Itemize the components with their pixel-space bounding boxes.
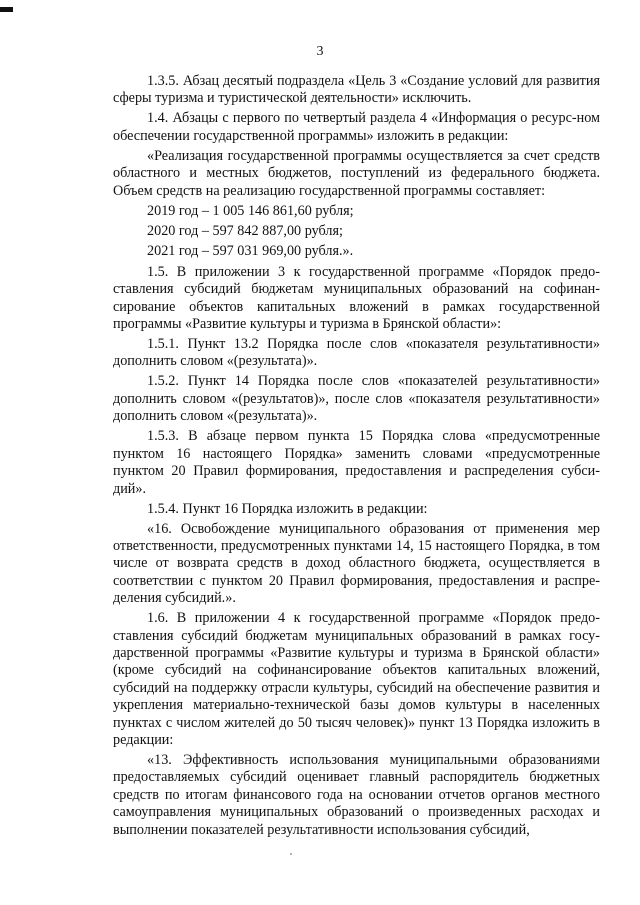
paragraph-1-6: 1.6. В приложении 4 к государственной программе «Порядок предо-ставления субсидий бюджетам муниципальных образований в рамках госу-дарственной программы «Развитие культуры и туризма в Брянской области» (кроме субсидий на софинансирование объектов капитальных вложений, субсидий на поддержку отрасли культуры, субсидий на обеспечение развития и укрепления материально-технической базы домов культуры в населенных пунктах с числом жителей до 50 тысяч человек)» пункт 13 Порядка изложить в редакции: — [113, 610, 600, 748]
funding-year-2019: 2019 год – 1 005 146 861,60 рубля; — [147, 202, 354, 219]
scan-corner-mark — [0, 7, 13, 12]
scan-speck — [290, 853, 292, 855]
paragraph-1-5-3: 1.5.3. В абзаце первом пункта 15 Порядка слова «предусмотренные пунктом 16 настоящего Порядка» заменить словами «предусмотренные пунктом 20 Правил формирования, предоставления и распределения субси-дий». — [113, 428, 600, 497]
page-number: 3 — [316, 44, 324, 59]
paragraph-1-3-5: 1.3.5. Абзац десятый подраздела «Цель 3 «Создание условий для развития сферы туризма и туристической деятельности» исключить. — [113, 73, 600, 107]
paragraph-funding-quote: «Реализация государственной программы осуществляется за счет средств областного и местных бюджетов, поступлений из федерального бюджета. Объем средств на реализацию государственной программы составляет: — [113, 147, 600, 199]
paragraph-1-4: 1.4. Абзацы с первого по четвертый раздела 4 «Информация о ресурс-ном обеспечении государственной программы» изложить в редакции: — [113, 110, 600, 144]
paragraph-1-5: 1.5. В приложении 3 к государственной программе «Порядок предо-ставления субсидий бюджетам муниципальных образований на софинан-сирование объектов капитальных вложений в рамках государственной программы «Развитие культуры и туризма в Брянской области»: — [113, 263, 600, 333]
paragraph-1-5-2: 1.5.2. Пункт 14 Порядка после слов «показателей результативности» дополнить словом «(результатов)», после слов «показателя результативности» дополнить словом «(результата)». — [113, 373, 600, 425]
document-body — [113, 73, 600, 842]
paragraph-point-13: «13. Эффективность использования муниципальными образованиями предоставляемых субсидий оценивает главный распорядитель бюджетных средств по итогам финансового года на основании отчетов органов местного самоуправления муниципальных образований о произведенных расходах и выполнении показателей результативности использования субсидий, — [113, 751, 600, 838]
paragraph-point-16: «16. Освобождение муниципального образования от применения мер ответственности, предусмотренных пунктами 14, 15 настоящего Порядка, в том числе от возврата средств в доход областного бюджета, осуществляется в соответствии с пунктом 20 Правил формирования, предоставления и распре-деления субсидий.». — [113, 520, 600, 607]
funding-year-2020: 2020 год – 597 842 887,00 рубля; — [147, 223, 343, 240]
paragraph-1-5-1: 1.5.1. Пункт 13.2 Порядка после слов «показателя результативности» дополнить словом «(результата)». — [113, 336, 600, 370]
paragraph-1-5-4: 1.5.4. Пункт 16 Порядка изложить в редакции: — [147, 500, 428, 517]
funding-year-2021: 2021 год – 597 031 969,00 рубля.». — [147, 243, 354, 260]
